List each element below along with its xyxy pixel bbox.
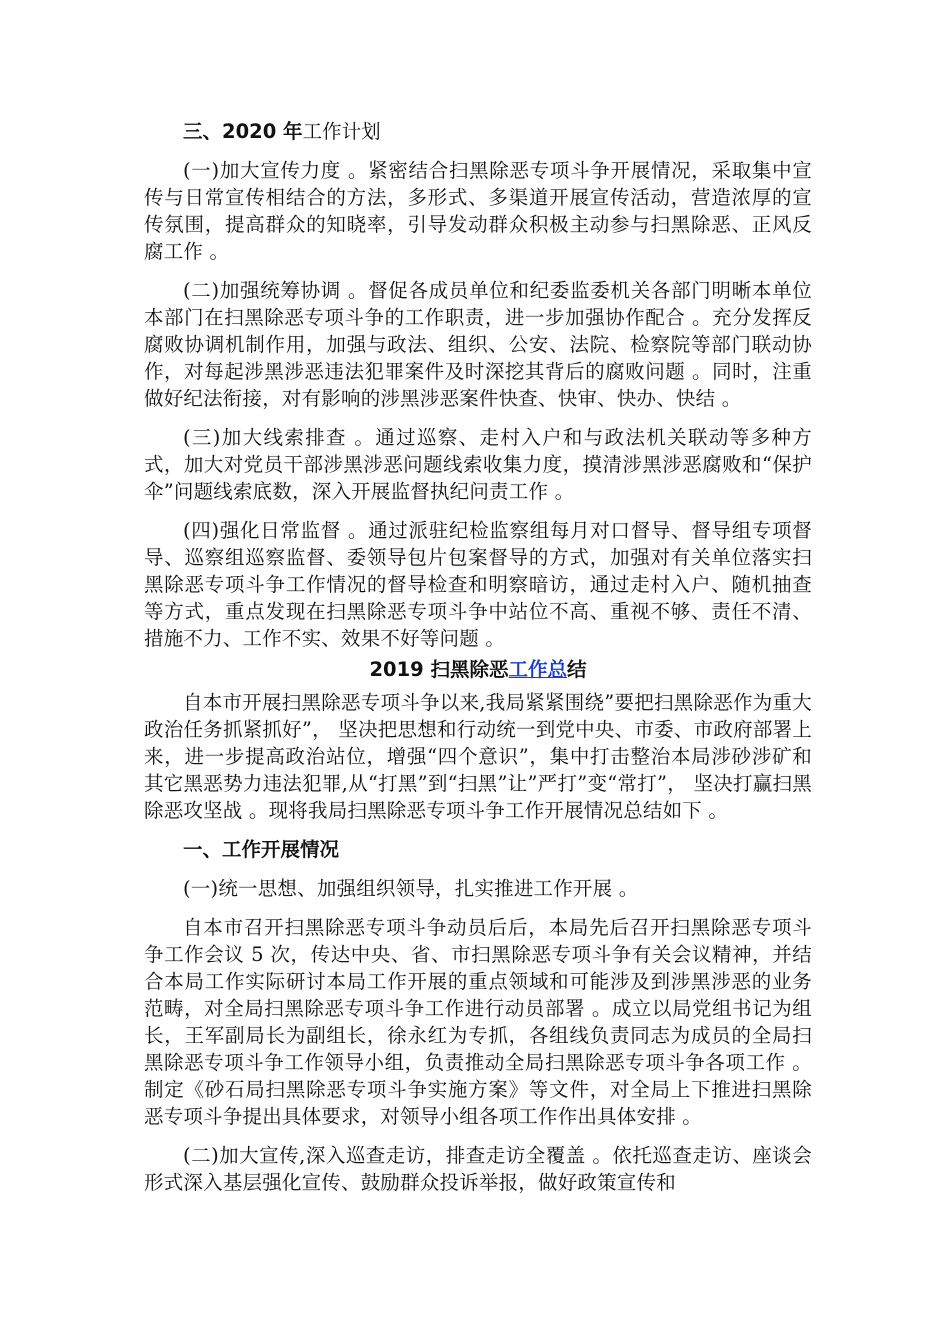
section-heading-plan-bold: 三、2020 年: [183, 120, 303, 143]
plan-paragraph-3: (三)加大线索排查 。通过巡察、走村入户和与政法机关联动等多种方式，加大对党员干部涉黑涉恶问题线索收集力度，摸清涉黑涉恶腐败和“保护伞”问题线索底数，深入开展监督执纪问责工作 。: [144, 426, 812, 503]
work-paragraph-3: (二)加大宣传,深入巡查走访，排查走访全覆盖 。依托巡查走访、座谈会形式深入基层强化宣传、鼓励群众投诉举报，做好政策宣传和: [144, 1144, 812, 1194]
summary-title-prefix: 2019 扫黑除恶: [369, 658, 509, 681]
plan-paragraph-1: (一)加大宣传力度 。紧密结合扫黑除恶专项斗争开展情况，采取集中宣传与日常宣传相结合的方法，多形式、多渠道开展宣传活动，营造浓厚的宣传氛围，提高群众的知晓率，引导发动群众积极主动参与扫黑除恶、正风反腐工作 。: [144, 159, 812, 263]
section-heading-work: 一、工作开展情况: [183, 838, 340, 861]
intro-paragraph: 自本市开展扫黑除恶专项斗争以来,我局紧紧围绕”要把扫黑除恶作为重大政治任务抓紧抓好”， 坚决把思想和行动统一到党中央、市委、市政府部署上来，进一步提高政治站位，增强“四个意识”，集中打击整治本局涉砂涉矿和其它黑恶势力违法犯罪,从“打黑”到“扫黑”让”严打”变“常打”， 坚决打赢扫黑除恶攻坚战 。现将我局扫黑除恶专项斗争工作开展情况总结如下 。: [144, 691, 812, 822]
summary-title: [144, 656, 812, 683]
summary-title-link[interactable]: 工作总: [508, 658, 568, 681]
work-paragraph-2: 自本市召开扫黑除恶专项斗争动员后后，本局先后召开扫黑除恶专项斗争工作会议 5 次，传达中央、省、市扫黑除恶专项斗争有关会议精神，并结合本局工作实际研讨本局工作开展的重点领域和可能涉及到涉黑涉恶的业务范畴，对全局扫黑除恶专项斗争工作进行动员部署 。成立以局党组书记为组长，王军副局长为副组长，徐永红为专抓，各组线负责同志为成员的全局扫黑除恶专项斗争工作领导小组，负责推动全局扫黑除恶专项斗争各项工作 。制定《砂石局扫黑除恶专项斗争实施方案》等文件，对全局上下推进扫黑除恶专项斗争提出具体要求，对领导小组各项工作作出具体安排 。: [144, 916, 812, 1128]
document-body: [144, 118, 812, 1208]
plan-paragraph-4: (四)强化日常监督 。通过派驻纪检监察组每月对口督导、督导组专项督导、巡察组巡察监督、委领导包片包案督导的方式，加强对有关单位落实扫黑除恶专项斗争工作情况的督导检查和明察暗访，通过走村入户、随机抽查等方式，重点发现在扫黑除恶专项斗争中站位不高、重视不够、责任不清、措施不力、工作不实、效果不好等问题 。: [144, 519, 812, 650]
work-paragraph-1: (一)统一思想、加强组织领导，扎实推进工作开展 。: [183, 877, 639, 900]
section-heading-plan-rest: 工作计划: [302, 120, 381, 143]
summary-title-suffix: 结: [567, 658, 587, 681]
section-heading-plan: [144, 118, 812, 145]
plan-paragraph-2: (二)加强统筹协调 。督促各成员单位和纪委监委机关各部门明晰本单位本部门在扫黑除恶专项斗争的工作职责，进一步加强协作配合 。充分发挥反腐败协调机制作用，加强与政法、组织、公安、法院、检察院等部门联动协作，对每起涉黑涉恶违法犯罪案件及时深挖其背后的腐败问题 。同时，注重做好纪法衔接，对有影响的涉黑涉恶案件快查、快审、快办、快结 。: [144, 279, 812, 410]
